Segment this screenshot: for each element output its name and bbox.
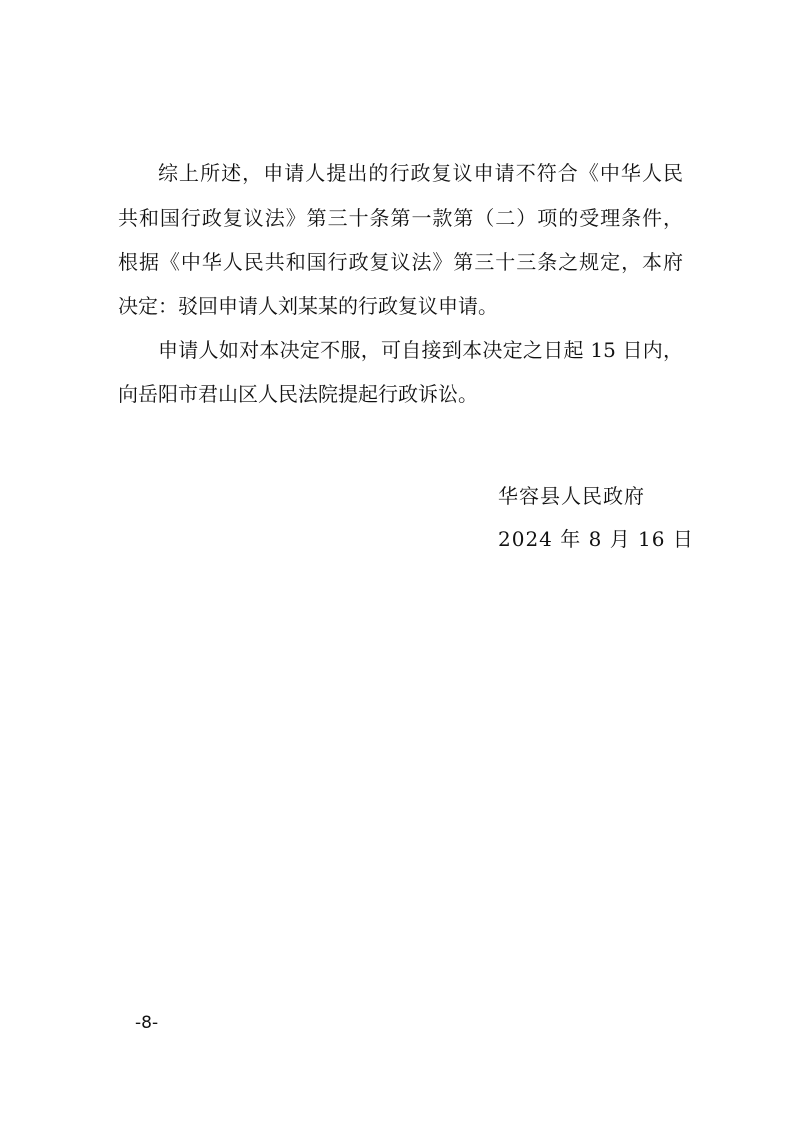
- body-line-2: 共和国行政复议法》第三十条第一款第（二）项的受理条件，: [118, 206, 683, 230]
- body-line-6: 向岳阳市君山区人民法院提起行政诉讼。: [118, 382, 478, 406]
- body-line-5: 申请人如对本决定不服，可自接到本决定之日起 15 日内，: [158, 338, 683, 362]
- body-line-3: 根据《中华人民共和国行政复议法》第三十三条之规定，本府: [118, 250, 683, 274]
- body-line-1: 综上所述，申请人提出的行政复议申请不符合《中华人民: [158, 161, 683, 185]
- body-line-4: 决定：驳回申请人刘某某的行政复议申请。: [118, 294, 498, 318]
- page-number: -8-: [135, 1013, 159, 1033]
- issuing-organization: 华容县人民政府: [498, 484, 645, 508]
- issue-date: 2024 年 8 月 16 日: [498, 527, 694, 551]
